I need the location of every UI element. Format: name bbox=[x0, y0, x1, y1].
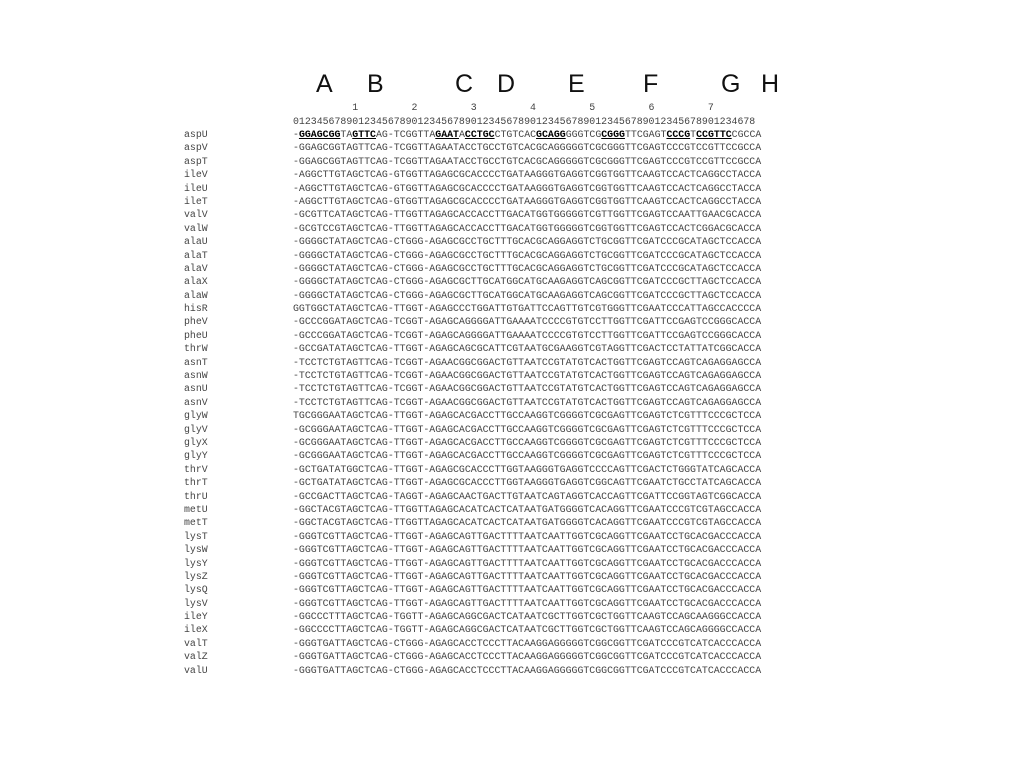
trna-name: asnU bbox=[184, 383, 208, 395]
trna-sequence: -GCGGGAATAGCTCAG-TTGGT-AGAGCACGACCTTGCCAAGGTCGGGGTCGCGAGTTCGAGTCTCGTTTCCCGCTCCA bbox=[293, 423, 762, 435]
table-row bbox=[184, 516, 761, 529]
table-row bbox=[184, 302, 761, 315]
trna-sequence: -GCCGATATAGCTCAG-TTGGT-AGAGCAGCGCATTCGTAATGCGAAGGTCGTAGGTTCGACTCCTATTATCGGCACCA bbox=[293, 343, 762, 355]
table-row bbox=[184, 141, 761, 154]
highlighted-motif: GGAGCGG bbox=[298, 129, 341, 140]
region-letter-f: F bbox=[643, 70, 659, 98]
trna-sequence: -GGGTGATTAGCTCAG-CTGGG-AGAGCACCTCCCTTACAAGGAGGGGGTCGGCGGTTCGATCCCGTCATCACCCACCA bbox=[293, 651, 762, 663]
table-row bbox=[184, 356, 761, 369]
trna-name: lysQ bbox=[184, 584, 208, 596]
trna-name: thrU bbox=[184, 490, 208, 502]
highlighted-motif: GTTC bbox=[352, 129, 376, 140]
trna-sequence: -GGGGCTATAGCTCAG-CTGGG-AGAGCGCCTGCTTTGCACGCAGGAGGTCTGCGGTTCGATCCCGCATAGCTCCACCA bbox=[293, 236, 762, 248]
region-letter-c: C bbox=[455, 70, 474, 98]
region-letter-row bbox=[0, 70, 1024, 102]
highlighted-motif: CCCG bbox=[666, 129, 691, 140]
trna-sequence: -GGGGCTATAGCTCAG-CTGGG-AGAGCGCCTGCTTTGCACGCAGGAGGTCTGCGGTTCGATCCCGCATAGCTCCACCA bbox=[293, 262, 762, 274]
region-letter-g: G bbox=[721, 70, 741, 98]
highlighted-motif: CCTGC bbox=[464, 129, 495, 140]
table-row bbox=[184, 583, 761, 596]
trna-name: valZ bbox=[184, 651, 208, 663]
trna-sequence: -GGAGCGGTAGTTCAG-TCGGTTAGAATACCTGCCTGTCACGCAGGGGGTCGCGGGTTCGAGTCCCGTCCGTTCCGCCA bbox=[293, 155, 762, 167]
trna-name: asnT bbox=[184, 356, 208, 368]
trna-name: thrV bbox=[184, 463, 208, 475]
trna-name: lysW bbox=[184, 544, 208, 556]
trna-name: asnV bbox=[184, 396, 208, 408]
trna-sequence: -GCGGGAATAGCTCAG-TTGGT-AGAGCACGACCTTGCCAAGGTCGGGGTCGCGAGTTCGAGTCTCGTTTCCCGCTCCA bbox=[293, 450, 762, 462]
trna-name: asnW bbox=[184, 370, 208, 382]
trna-sequence: -GCGGGAATAGCTCAG-TTGGT-AGAGCACGACCTTGCCAAGGTCGGGGTCGCGAGTTCGAGTCTCGTTTCCCGCTCCA bbox=[293, 436, 762, 448]
table-row bbox=[184, 195, 761, 208]
trna-sequence: -GGAGCGGTAGTTCAG-TCGGTTAGAATACCTGCCTGTCACGCAGGGGGTCGCGGGTTCGAGTCCCGTCCGTTCCGCCA bbox=[293, 142, 762, 154]
region-letter-h: H bbox=[761, 70, 780, 98]
table-row bbox=[184, 249, 761, 262]
trna-name: pheU bbox=[184, 329, 208, 341]
trna-name: lysT bbox=[184, 530, 208, 542]
table-row bbox=[184, 369, 761, 382]
highlighted-motif: GCAGG bbox=[536, 129, 566, 140]
table-row bbox=[184, 650, 761, 663]
trna-sequence: -GGCTACGTAGCTCAG-TTGGTTAGAGCACATCACTCATAATGATGGGGTCACAGGTTCGAATCCCGTCGTAGCCACCA bbox=[293, 503, 762, 515]
table-row bbox=[184, 396, 761, 409]
table-row bbox=[184, 476, 761, 489]
trna-sequence: -GGGTCGTTAGCTCAG-TTGGT-AGAGCAGTTGACTTTTAATCAATTGGTCGCAGGTTCGAATCCTGCACGACCCACCA bbox=[293, 557, 762, 569]
trna-sequence: -GGGTCGTTAGCTCAG-TTGGT-AGAGCAGTTGACTTTTAATCAATTGGTCGCAGGTTCGAATCCTGCACGACCCACCA bbox=[293, 530, 762, 542]
table-row bbox=[184, 275, 761, 288]
region-letter-b: B bbox=[367, 70, 384, 98]
trna-sequence: GGTGGCTATAGCTCAG-TTGGT-AGAGCCCTGGATTGTGATTCCAGTTGTCGTGGGTTCGAATCCCATTAGCCACCCCA bbox=[293, 303, 762, 315]
sequence-segment: T bbox=[690, 129, 697, 140]
table-row bbox=[184, 342, 761, 355]
sequence-segment: AG-TCGGTTA bbox=[376, 129, 436, 140]
table-row bbox=[184, 530, 761, 543]
table-row bbox=[184, 329, 761, 342]
region-letter-d: D bbox=[497, 70, 516, 98]
table-row bbox=[184, 208, 761, 221]
trna-sequence: -GCCCGGATAGCTCAG-TCGGT-AGAGCAGGGGATTGAAAATCCCCGTGTCCTTGGTTCGATTCCGAGTCCGGGCACCA bbox=[293, 316, 762, 328]
trna-name: pheV bbox=[184, 316, 208, 328]
highlighted-motif: GAAT bbox=[435, 129, 459, 140]
sequence-segment: CTGTCAC bbox=[494, 129, 537, 140]
table-row bbox=[184, 543, 761, 556]
highlighted-motif: CGGG bbox=[601, 129, 625, 140]
trna-name: alaT bbox=[184, 249, 208, 261]
trna-sequence: -AGGCTTGTAGCTCAG-GTGGTTAGAGCGCACCCCTGATAAGGGTGAGGTCGGTGGTTCAAGTCCACTCAGGCCTACCA bbox=[293, 195, 762, 207]
trna-name: lysZ bbox=[184, 570, 208, 582]
trna-sequence: -AGGCTTGTAGCTCAG-GTGGTTAGAGCGCACCCCTGATAAGGGTGAGGTCGGTGGTTCAAGTCCACTCAGGCCTACCA bbox=[293, 182, 762, 194]
trna-name: alaW bbox=[184, 289, 208, 301]
region-letter-a: A bbox=[316, 70, 333, 98]
trna-name: aspT bbox=[184, 155, 208, 167]
trna-name: alaX bbox=[184, 276, 208, 288]
trna-name: ileV bbox=[184, 169, 208, 181]
trna-sequence: -GCCCGGATAGCTCAG-TCGGT-AGAGCAGGGGATTGAAAATCCCCGTGTCCTTGGTTCGATTCCGAGTCCGGGCACCA bbox=[293, 329, 762, 341]
table-row bbox=[184, 610, 761, 623]
trna-name: glyY bbox=[184, 450, 208, 462]
trna-sequence: -GGGTCGTTAGCTCAG-TTGGT-AGAGCAGTTGACTTTTAATCAATTGGTCGCAGGTTCGAATCCTGCACGACCCACCA bbox=[293, 570, 762, 582]
trna-name: metU bbox=[184, 503, 208, 515]
trna-name: ileY bbox=[184, 611, 208, 623]
trna-sequence: TGCGGGAATAGCTCAG-TTGGT-AGAGCACGACCTTGCCAAGGTCGGGGTCGCGAGTTCGAGTCTCGTTTCCCGCTCCA bbox=[293, 410, 762, 422]
trna-sequence: -GGGTCGTTAGCTCAG-TTGGT-AGAGCAGTTGACTTTTAATCAATTGGTCGCAGGTTCGAATCCTGCACGACCCACCA bbox=[293, 544, 762, 556]
trna-sequence: -GGGGCTATAGCTCAG-CTGGG-AGAGCGCCTGCTTTGCACGCAGGAGGTCTGCGGTTCGATCCCGCATAGCTCCACCA bbox=[293, 249, 762, 261]
trna-name: hisR bbox=[184, 303, 208, 315]
trna-name: aspU bbox=[184, 129, 208, 140]
trna-name: alaU bbox=[184, 236, 208, 248]
table-row bbox=[184, 235, 761, 248]
region-letter-e: E bbox=[568, 70, 585, 98]
trna-name: lysV bbox=[184, 597, 208, 609]
table-row bbox=[184, 664, 761, 677]
table-row bbox=[184, 155, 761, 168]
table-row bbox=[184, 168, 761, 181]
table-row bbox=[184, 436, 761, 449]
trna-sequence: -TCCTCTGTAGTTCAG-TCGGT-AGAACGGCGGACTGTTAATCCGTATGTCACTGGTTCGAGTCCAGTCAGAGGAGCCA bbox=[293, 396, 762, 408]
highlighted-motif: CCGTTC bbox=[696, 129, 732, 140]
trna-sequence: -GGGGCTATAGCTCAG-CTGGG-AGAGCGCTTGCATGGCATGCAAGAGGTCAGCGGTTCGATCCCGCTTAGCTCCACCA bbox=[293, 289, 762, 301]
table-row bbox=[184, 222, 761, 235]
sequence-alignment bbox=[184, 128, 761, 677]
ruler-tens: 1 2 3 4 5 6 7 bbox=[293, 102, 714, 113]
trna-name: metT bbox=[184, 517, 208, 529]
table-row bbox=[184, 557, 761, 570]
trna-sequence: -TCCTCTGTAGTTCAG-TCGGT-AGAACGGCGGACTGTTAATCCGTATGTCACTGGTTCGAGTCCAGTCAGAGGAGCCA bbox=[293, 370, 762, 382]
table-row bbox=[184, 289, 761, 302]
sequence-segment: TTCGAGT bbox=[624, 129, 667, 140]
trna-sequence: -GGCTACGTAGCTCAG-TTGGTTAGAGCACATCACTCATAATGATGGGGTCACAGGTTCGAATCCCGTCGTAGCCACCA bbox=[293, 517, 762, 529]
trna-sequence: -GGGTCGTTAGCTCAG-TTGGT-AGAGCAGTTGACTTTTAATCAATTGGTCGCAGGTTCGAATCCTGCACGACCCACCA bbox=[293, 597, 762, 609]
trna-sequence: -GGGTCGTTAGCTCAG-TTGGT-AGAGCAGTTGACTTTTAATCAATTGGTCGCAGGTTCGAATCCTGCACGACCCACCA bbox=[293, 584, 762, 596]
trna-sequence: -GGCCCCTTAGCTCAG-TGGTT-AGAGCAGGCGACTCATAATCGCTTGGTCGCTGGTTCAAGTCCAGCAGGGGCCACCA bbox=[293, 624, 762, 636]
trna-sequence: -GGGTGATTAGCTCAG-CTGGG-AGAGCACCTCCCTTACAAGGAGGGGGTCGGCGGTTCGATCCCGTCATCACCCACCA bbox=[293, 664, 762, 676]
trna-sequence: -GGCCCTTTAGCTCAG-TGGTT-AGAGCAGGCGACTCATAATCGCTTGGTCGCTGGTTCAAGTCCAGCAAGGGCCACCA bbox=[293, 611, 762, 623]
trna-name: valW bbox=[184, 222, 208, 234]
trna-name: alaV bbox=[184, 262, 208, 274]
trna-name: valU bbox=[184, 664, 208, 676]
table-row bbox=[184, 182, 761, 195]
trna-name: valV bbox=[184, 209, 208, 221]
table-row bbox=[184, 315, 761, 328]
table-row bbox=[184, 597, 761, 610]
trna-name: aspV bbox=[184, 142, 208, 154]
trna-sequence: -GCGTCCGTAGCTCAG-TTGGTTAGAGCACCACCTTGACATGGTGGGGGTCGGTGGTTCGAGTCCACTCGGACGCACCA bbox=[293, 222, 762, 234]
table-row bbox=[184, 262, 761, 275]
table-row bbox=[184, 128, 761, 141]
table-row bbox=[184, 570, 761, 583]
ruler-units: 012345678901234567890123456789012345678901234567890123456789012345678901234678 bbox=[293, 115, 756, 127]
trna-name: thrT bbox=[184, 477, 208, 489]
table-row bbox=[184, 623, 761, 636]
sequence-segment: - bbox=[293, 129, 299, 140]
trna-sequence: -GCGTTCATAGCTCAG-TTGGTTAGAGCACCACCTTGACATGGTGGGGGTCGTTGGTTCGAGTCCAATTGAACGCACCA bbox=[293, 209, 762, 221]
trna-sequence: -GCTGATATGGCTCAG-TTGGT-AGAGCGCACCCTTGGTAAGGGTGAGGTCCCCAGTTCGACTCTGGGTATCAGCACCA bbox=[293, 463, 762, 475]
trna-sequence: -TCCTCTGTAGTTCAG-TCGGT-AGAACGGCGGACTGTTAATCCGTATGTCACTGGTTCGAGTCCAGTCAGAGGAGCCA bbox=[293, 383, 762, 395]
table-row bbox=[184, 503, 761, 516]
sequence-segment: CGCCA bbox=[731, 129, 762, 140]
sequence-segment: A bbox=[458, 129, 465, 140]
table-row bbox=[184, 463, 761, 476]
sequence-segment: TA bbox=[340, 129, 353, 140]
table-row bbox=[184, 382, 761, 395]
trna-sequence: -GGGTGATTAGCTCAG-CTGGG-AGAGCACCTCCCTTACAAGGAGGGGGTCGGCGGTTCGATCCCGTCATCACCCACCA bbox=[293, 637, 762, 649]
table-row bbox=[184, 637, 761, 650]
trna-name: ileT bbox=[184, 195, 208, 207]
trna-name: thrW bbox=[184, 343, 208, 355]
trna-name: ileX bbox=[184, 624, 208, 636]
table-row bbox=[184, 423, 761, 436]
trna-name: glyW bbox=[184, 410, 208, 422]
trna-sequence: -TCCTCTGTAGTTCAG-TCGGT-AGAACGGCGGACTGTTAATCCGTATGTCACTGGTTCGAGTCCAGTCAGAGGAGCCA bbox=[293, 356, 762, 368]
trna-sequence: -GCTGATATAGCTCAG-TTGGT-AGAGCGCACCCTTGGTAAGGGTGAGGTCGGCAGTTCGAATCTGCCTATCAGCACCA bbox=[293, 477, 762, 489]
trna-name: lysY bbox=[184, 557, 208, 569]
trna-name: glyX bbox=[184, 436, 208, 448]
trna-sequence: -GGGGCTATAGCTCAG-CTGGG-AGAGCGCTTGCATGGCATGCAAGAGGTCAGCGGTTCGATCCCGCTTAGCTCCACCA bbox=[293, 276, 762, 288]
table-row bbox=[184, 409, 761, 422]
trna-name: ileU bbox=[184, 182, 208, 194]
trna-name: valT bbox=[184, 637, 208, 649]
trna-sequence: -AGGCTTGTAGCTCAG-GTGGTTAGAGCGCACCCCTGATAAGGGTGAGGTCGGTGGTTCAAGTCCACTCAGGCCTACCA bbox=[293, 169, 762, 181]
trna-sequence: -GCCGACTTAGCTCAG-TAGGT-AGAGCAACTGACTTGTAATCAGTAGGTCACCAGTTCGATTCCGGTAGTCGGCACCA bbox=[293, 490, 762, 502]
table-row bbox=[184, 490, 761, 503]
trna-name: glyV bbox=[184, 423, 208, 435]
sequence-segment: GGGTCG bbox=[565, 129, 602, 140]
table-row bbox=[184, 449, 761, 462]
trna-sequence bbox=[293, 128, 761, 141]
